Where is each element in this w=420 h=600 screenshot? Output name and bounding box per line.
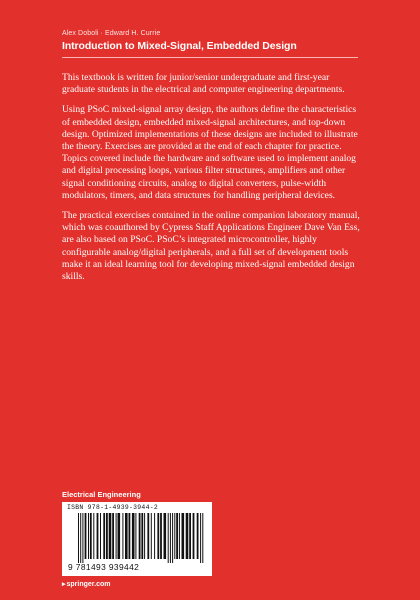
barcode-bar — [168, 513, 169, 563]
barcode-bar — [186, 513, 189, 559]
barcode-bar — [139, 513, 141, 559]
barcode-bar — [179, 513, 180, 559]
barcode-bar — [93, 513, 94, 559]
barcode-bar — [202, 513, 203, 563]
barcode-bar — [182, 513, 185, 559]
blurb-paragraph-2: Using PSoC mixed-signal array design, the authors define the characteristics of embedded design, embedded mixed-signal architectures, and top-down design. Optimized implementations of these designs are included to illustrate the theory. Exercises are provided at the end of each chapter for practice. Topics covered include the hardware and software used to implement analog and digital processing loops, various filter structures, amplifiers and other signal conditioning circuits, analog to digital converters, pulse-width modulators, timers, and data structures for handling peripheral devices. — [62, 104, 358, 201]
barcode-bar — [157, 513, 159, 559]
barcode-bar — [82, 513, 83, 563]
barcode-bar — [174, 513, 175, 559]
barcode-bar — [97, 513, 99, 559]
barcode-bar — [78, 513, 79, 563]
isbn-number: ISBN 978-1-4939-3944-2 — [67, 504, 158, 511]
publisher-url — [62, 580, 110, 588]
barcode-bar — [116, 513, 117, 559]
barcode-image — [76, 513, 206, 563]
barcode-bar — [151, 513, 152, 559]
barcode-bar — [160, 513, 162, 559]
barcode-bar — [193, 513, 195, 559]
blurb-text — [62, 72, 364, 291]
barcode-bar — [200, 513, 201, 563]
barcode-bar — [147, 513, 149, 559]
barcode-bar — [172, 513, 173, 563]
barcode-bar — [85, 513, 87, 559]
barcode-bar — [189, 513, 191, 559]
barcode-bar — [100, 513, 101, 559]
barcode-bar — [112, 513, 114, 559]
barcode-bar — [144, 513, 145, 559]
barcode-bar — [109, 513, 112, 559]
arrow-icon: ▸ — [62, 581, 66, 588]
barcode-bar — [103, 513, 105, 559]
barcode-bar — [118, 513, 121, 559]
barcode-bar — [197, 513, 199, 559]
barcode-bar — [176, 513, 178, 559]
publisher-url-text: springer.com — [66, 581, 111, 588]
author-names: Alex Doboli · Edward H. Currie — [62, 30, 161, 37]
barcode-bar — [170, 513, 171, 563]
barcode-bar — [80, 513, 81, 563]
barcode-bar — [125, 513, 128, 559]
subject-category: Electrical Engineering — [62, 490, 141, 499]
barcode-bar — [88, 513, 89, 559]
barcode-bar — [164, 513, 167, 559]
barcode-bar — [122, 513, 123, 559]
barcode-bar — [90, 513, 92, 559]
barcode-bar — [154, 513, 155, 559]
barcode-bar — [129, 513, 131, 559]
barcode-bar — [135, 513, 136, 559]
barcode-bar — [132, 513, 135, 559]
title-divider — [62, 57, 358, 58]
barcode-bar — [141, 513, 143, 559]
book-title: Introduction to Mixed-Signal, Embedded Design — [62, 40, 297, 52]
blurb-paragraph-3: The practical exercises contained in the online companion laboratory manual, which was coauthored by Cypress Staff Applications Engineer Dave Van Ess, are also based on PSoC. PSoC’s integrated microcontroller, highly configurable analog/digital peripherals, and a full set of development tools make it an ideal learning tool for developing mixed-signal embedded design skills. — [62, 210, 360, 283]
barcode-digits: 9 781493 939442 — [68, 562, 140, 572]
barcode-bar — [106, 513, 108, 559]
barcode-box — [62, 502, 212, 576]
blurb-paragraph-1: This textbook is written for junior/senior undergraduate and first-year graduate students in the electrical and computer engineering departments. — [62, 72, 345, 96]
